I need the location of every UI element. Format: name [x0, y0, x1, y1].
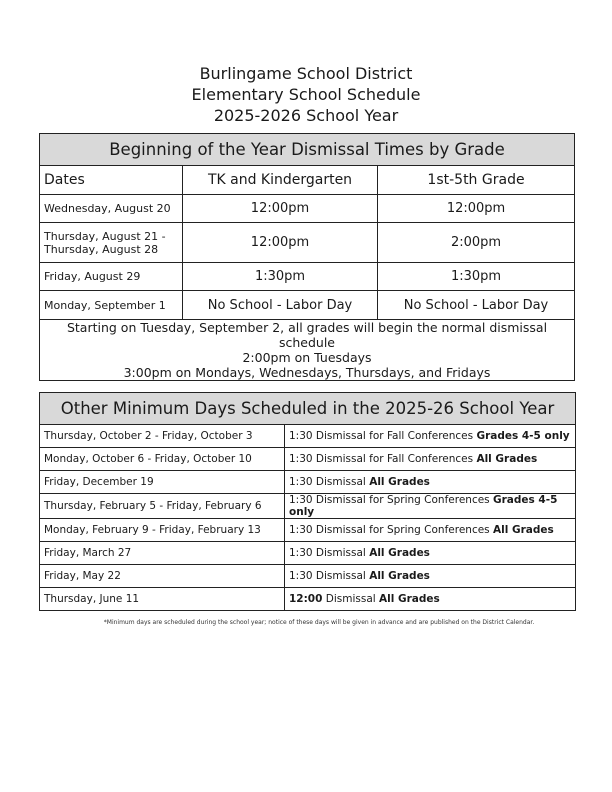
dismissal-cell	[285, 588, 576, 611]
grades-affected: All Grades	[369, 476, 430, 488]
date-cell: Friday, May 22	[40, 565, 285, 588]
dismissal-time: 1:30	[289, 524, 313, 536]
column-header-grades: 1st-5th Grade	[378, 166, 575, 195]
dismissal-time: 12:00	[289, 593, 323, 605]
table-row	[40, 494, 576, 519]
dismissal-description: Dismissal for Fall Conferences	[312, 430, 477, 442]
table-row	[40, 263, 575, 291]
grades-time-cell: 1:30pm	[378, 263, 575, 291]
dismissal-time: 1:30	[289, 453, 313, 465]
date-cell: Monday, October 6 - Friday, October 10	[40, 448, 285, 471]
table-row	[40, 223, 575, 263]
dismissal-time: 1:30	[289, 430, 313, 442]
dismissal-description: Dismissal	[312, 570, 370, 582]
dismissal-time: 1:30	[289, 547, 313, 559]
grades-affected: All Grades	[476, 453, 538, 465]
dismissal-cell	[285, 519, 576, 542]
dismissal-cell	[285, 448, 576, 471]
note-line: Starting on Tuesday, September 2, all grades will begin the normal dismissal schedule	[66, 320, 548, 350]
tk-time-cell: 12:00pm	[183, 223, 378, 263]
column-header-dates: Dates	[40, 166, 183, 195]
grades-time-cell: 12:00pm	[378, 195, 575, 223]
document-title	[0, 63, 612, 126]
table-row	[40, 195, 575, 223]
dismissal-description: Dismissal for Spring Conferences	[312, 494, 493, 506]
table-row	[40, 471, 576, 494]
tk-time-cell: No School - Labor Day	[183, 291, 378, 320]
dismissal-description: Dismissal	[322, 593, 380, 605]
dismissal-time: 1:30	[289, 570, 313, 582]
table-row	[40, 425, 576, 448]
dismissal-cell	[285, 565, 576, 588]
grades-time-cell: No School - Labor Day	[378, 291, 575, 320]
grades-affected: Grades 4-5 only	[289, 494, 558, 518]
dismissal-description: Dismissal for Fall Conferences	[312, 453, 477, 465]
normal-schedule-note	[40, 320, 575, 381]
date-cell: Friday, August 29	[40, 263, 183, 291]
minimum-days-table	[39, 392, 576, 611]
table-row	[40, 519, 576, 542]
dismissal-description: Dismissal	[312, 476, 370, 488]
dismissal-description: Dismissal	[312, 547, 370, 559]
dismissal-time: 1:30	[289, 476, 313, 488]
table-row	[40, 565, 576, 588]
grades-time-cell: 2:00pm	[378, 223, 575, 263]
date-cell: Thursday, February 5 - Friday, February 6	[40, 494, 285, 519]
dismissal-cell	[285, 494, 576, 519]
date-cell: Friday, December 19	[40, 471, 285, 494]
footnote: *Minimum days are scheduled during the school year; notice of these days will be given in advance and are published on the District Calendar.	[103, 619, 535, 626]
table-row	[40, 542, 576, 565]
date-cell: Monday, February 9 - Friday, February 13	[40, 519, 285, 542]
date-cell: Thursday, June 11	[40, 588, 285, 611]
tk-time-cell: 12:00pm	[183, 195, 378, 223]
district-name: Burlingame School District	[199, 64, 413, 83]
grades-affected: All Grades	[369, 570, 430, 582]
table-heading: Beginning of the Year Dismissal Times by Grade	[40, 134, 575, 166]
date-cell: Friday, March 27	[40, 542, 285, 565]
date-cell: Thursday, August 21 - Thursday, August 28	[40, 223, 183, 263]
grades-affected: All Grades	[379, 593, 440, 605]
dismissal-times-table	[39, 133, 575, 381]
table-heading: Other Minimum Days Scheduled in the 2025-26 School Year	[40, 393, 576, 425]
table-row	[40, 448, 576, 471]
date-cell: Wednesday, August 20	[40, 195, 183, 223]
date-cell: Monday, September 1	[40, 291, 183, 320]
dismissal-cell	[285, 542, 576, 565]
table-row	[40, 291, 575, 320]
dismissal-cell	[285, 471, 576, 494]
dismissal-cell	[285, 425, 576, 448]
column-header-tk: TK and Kindergarten	[183, 166, 378, 195]
table-row	[40, 588, 576, 611]
note-line: 3:00pm on Mondays, Wednesdays, Thursdays, and Fridays	[123, 365, 491, 380]
dismissal-time: 1:30	[289, 494, 313, 506]
tk-time-cell: 1:30pm	[183, 263, 378, 291]
grades-affected: All Grades	[369, 547, 430, 559]
date-cell: Thursday, October 2 - Friday, October 3	[40, 425, 285, 448]
grades-affected: Grades 4-5 only	[476, 430, 570, 442]
note-line: 2:00pm on Tuesdays	[242, 350, 372, 365]
dismissal-description: Dismissal for Spring Conferences	[312, 524, 493, 536]
school-year: 2025-2026 School Year	[213, 106, 399, 125]
schedule-name: Elementary School Schedule	[191, 85, 421, 104]
column-header-row	[40, 166, 575, 195]
grades-affected: All Grades	[493, 524, 554, 536]
